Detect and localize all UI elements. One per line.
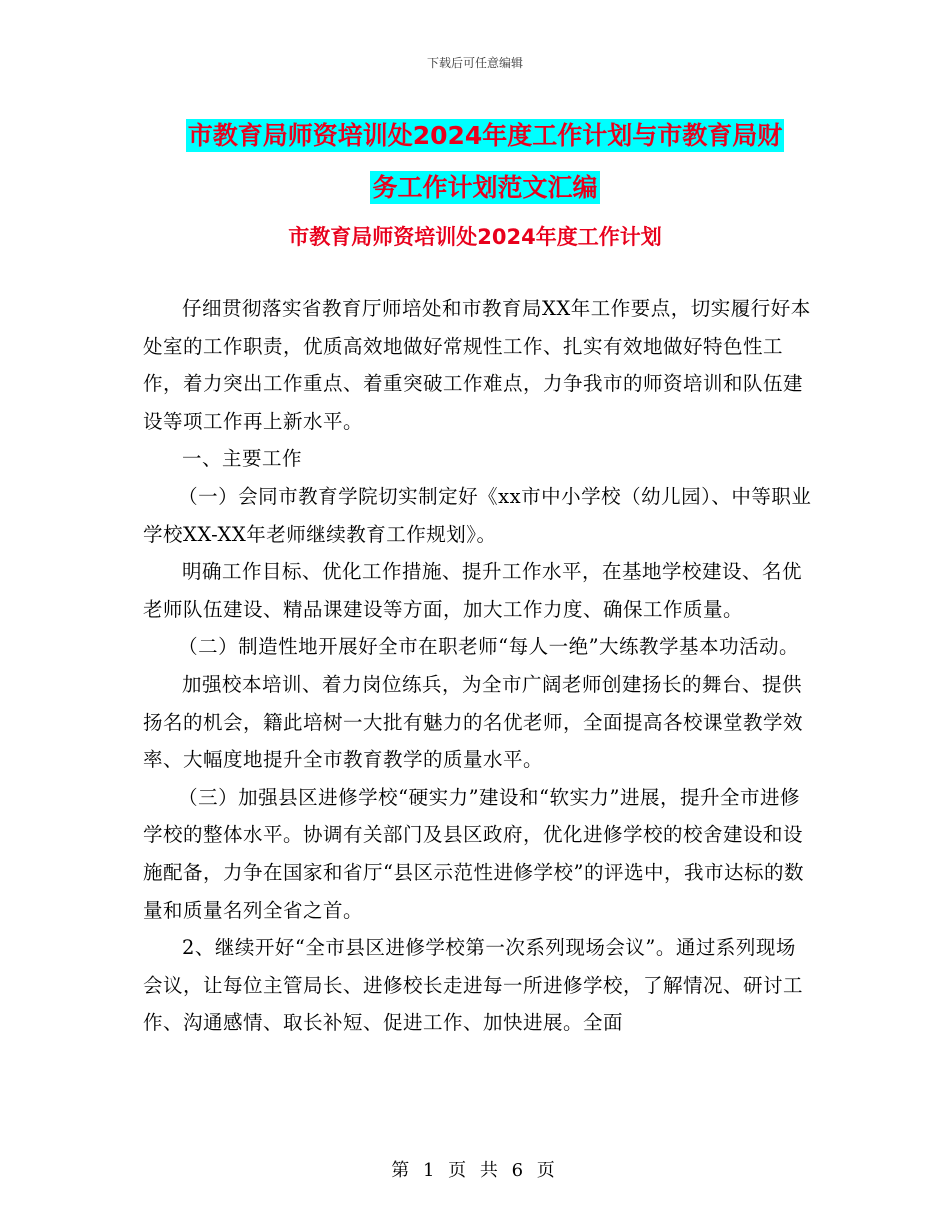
paragraph: 仔细贯彻落实省教育厅师培处和市教育局XX年工作要点，切实履行好本处室的工作职责，优质高效地做好常规性工作、扎实有效地做好特色性工作，着力突出工作重点、着重突破工作难点，力争我市的师资培训和队伍建设等项工作再上新水平。 [143,297,811,433]
paragraph: （一）会同市教育学院切实制定好《xx市中小学校（幼儿园）、中等职业学校XX-XX年老师继续教育工作规划》。 [143,484,812,546]
paragraph: （三）加强县区进修学校“硬实力”建设和“软实力”进展，提升全市进修学校的整体水平。协调有关部门及县区政府，优化进修学校的校舍建设和设施配备，力争在国家和省厅“县区示范性进修学校”的评选中，我市达标的数量和质量名列全省之首。 [143,785,804,922]
paragraph-heading: 一、主要工作 [182,447,303,471]
document-title [140,110,830,214]
paragraph: 明确工作目标、优化工作措施、提升工作水平，在基地学校建设、名优老师队伍建设、精品课建设等方面，加大工作力度、确保工作质量。 [143,560,803,621]
body-text [143,290,813,1042]
document-title-line2: 务工作计划范文汇编 [372,173,598,202]
paragraph: （二）制造性地开展好全市在职老师“每人一绝”大练教学基本功活动。 [178,635,800,659]
document-title-line1: 市教育局师资培训处2024年度工作计划与市教育局财 [187,121,783,150]
paragraph: 加强校本培训、着力岗位练兵，为全市广阔老师创建扬长的舞台、提供扬名的机会，籍此培树一大批有魅力的名优老师，全面提高各校课堂教学效率、大幅度地提升全市教育教学的质量水平。 [143,672,804,772]
paragraph: 2、继续开好“全市县区进修学校第一次系列现场会议”。通过系列现场会议，让每位主管局长、进修校长走进每一所进修学校，了解情况、研讨工作、沟通感情、取长补短、促进工作、加快进展。全面 [143,936,804,1035]
page-number-footer: 第 1 页 共 6 页 [391,1160,559,1181]
page-header: 下载后可任意编辑 [426,56,523,70]
section-title: 市教育局师资培训处2024年度工作计划 [288,225,662,249]
